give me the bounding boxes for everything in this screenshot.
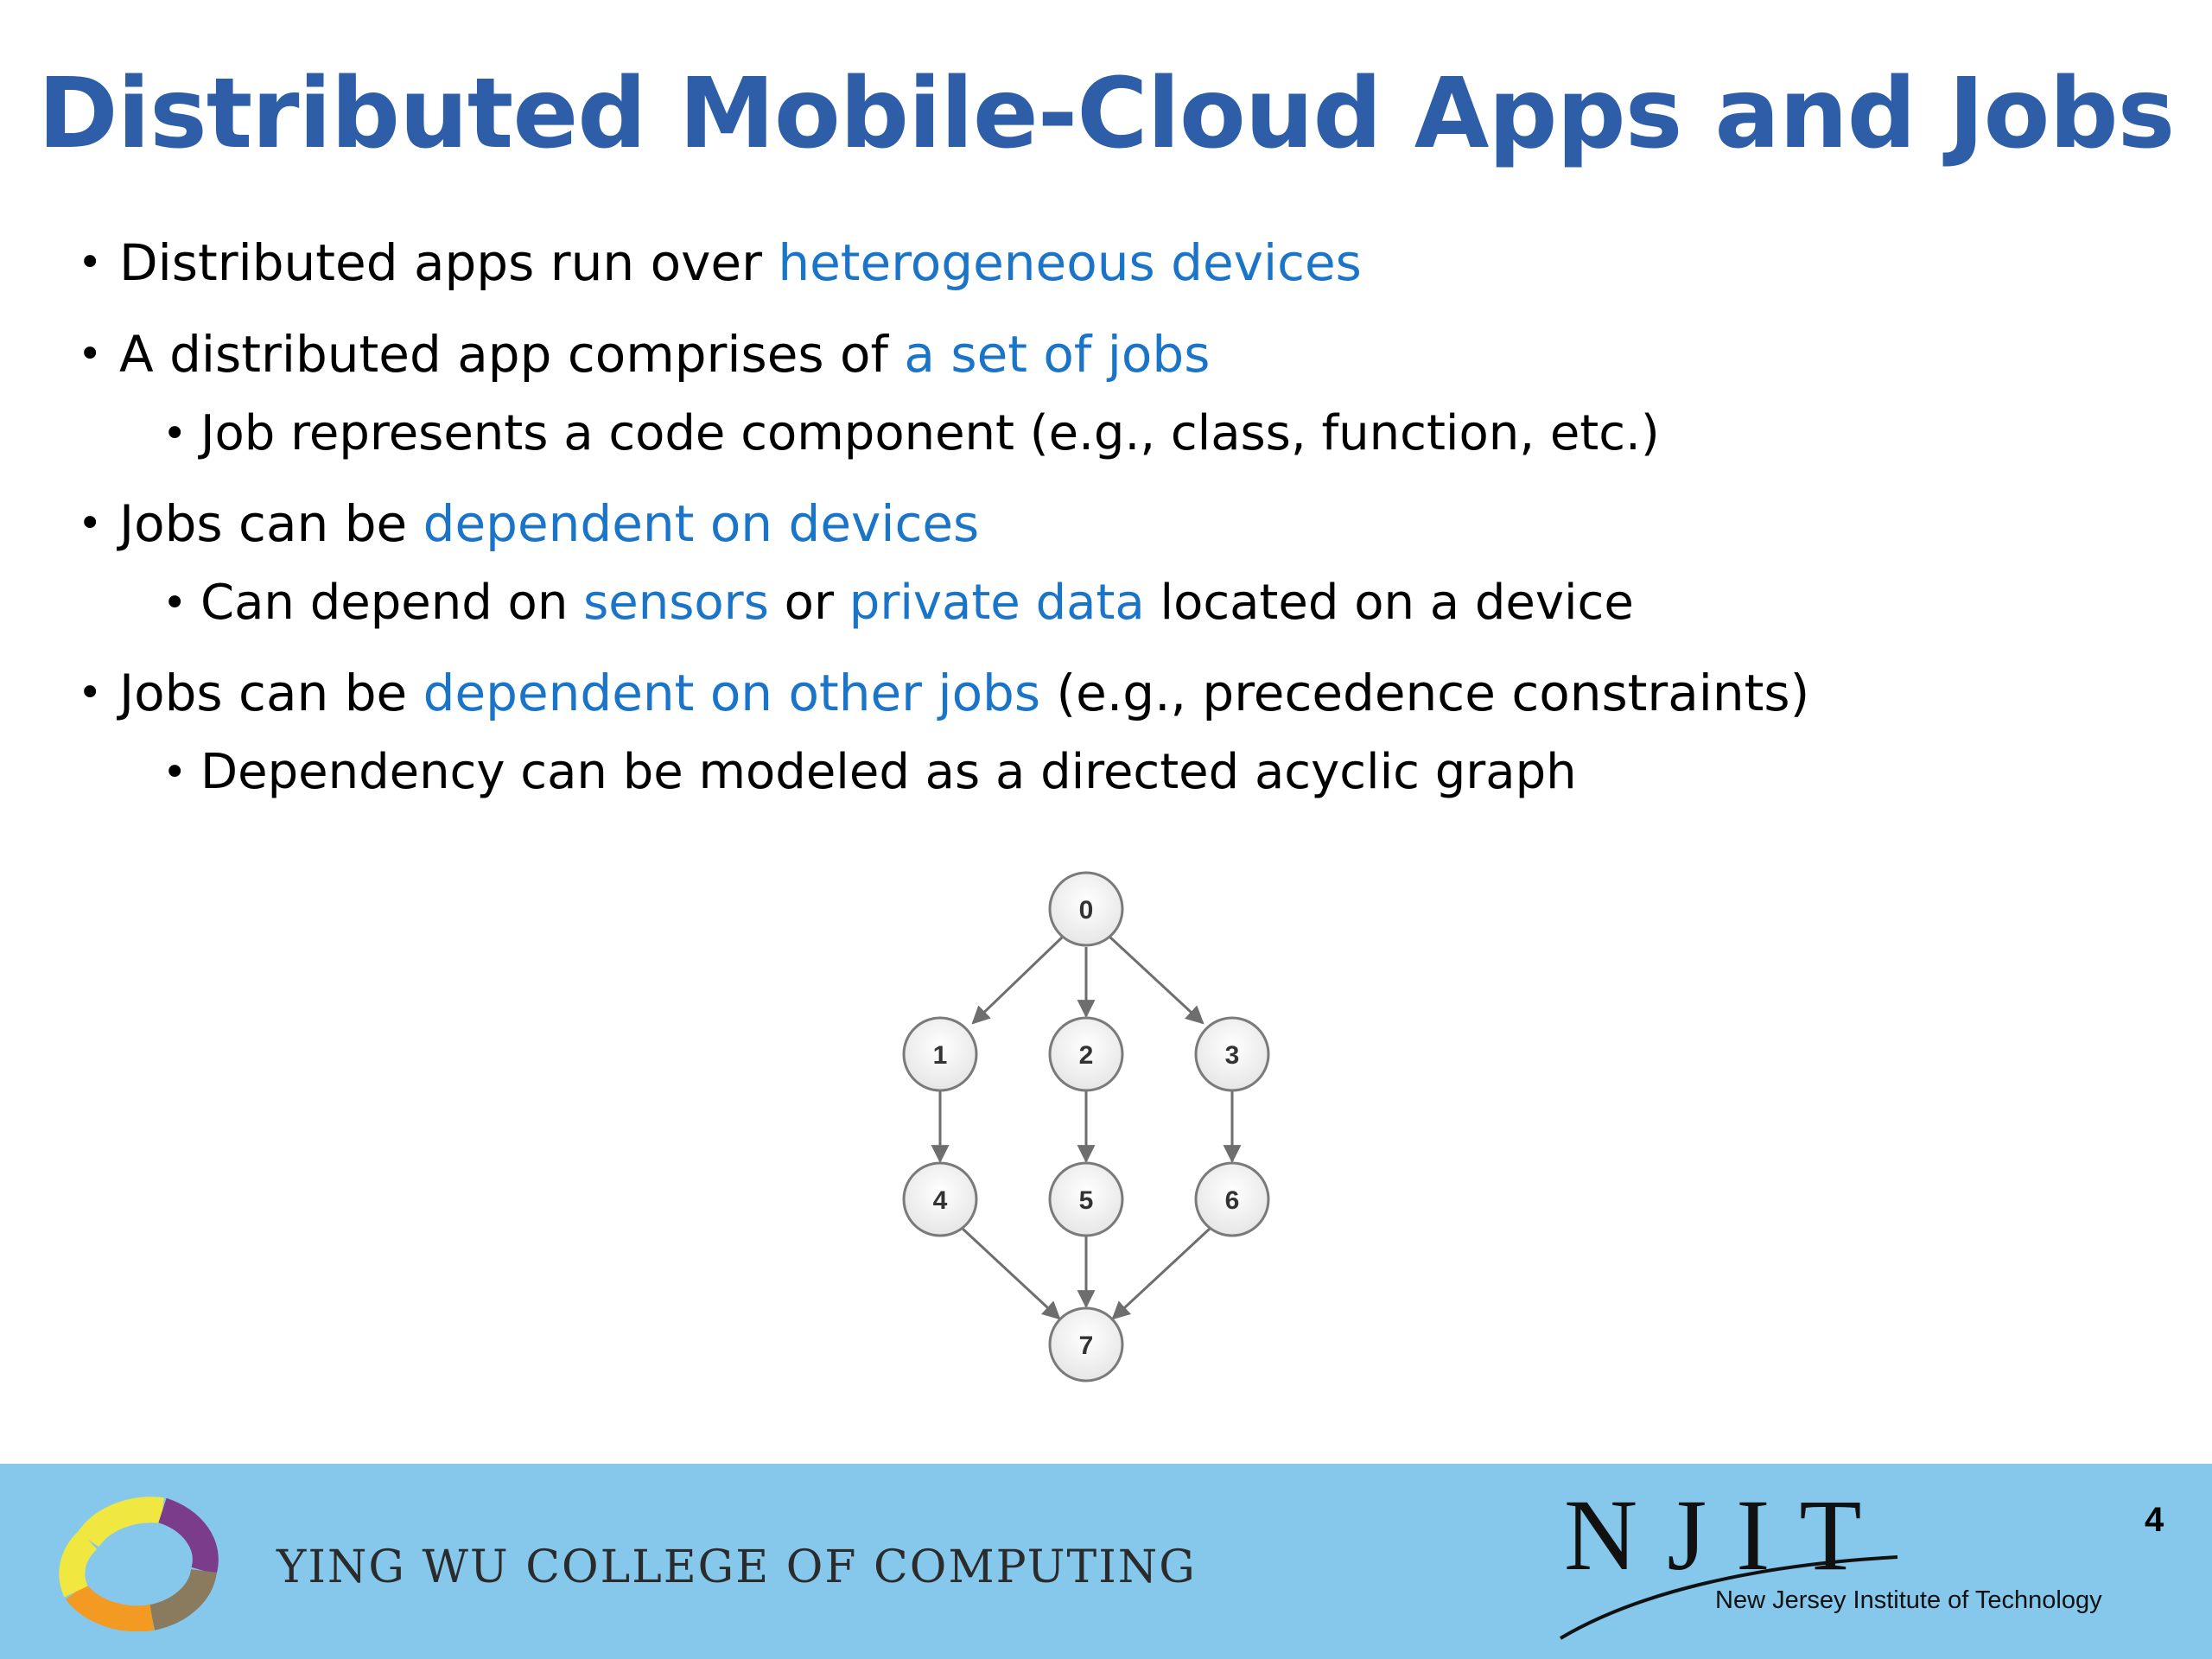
dag-node [1050, 873, 1122, 945]
node-label: 3 [1224, 1041, 1240, 1070]
edge-6-7 [1113, 1229, 1210, 1319]
dag-node [1050, 1308, 1122, 1381]
bullet-highlight: private data [849, 575, 1145, 631]
sub-bullet-dot: • [162, 410, 188, 458]
bullet-text: Job represents a code component (e.g., class, function, etc.) [200, 405, 1660, 461]
bullet-highlight: dependent on other jobs [423, 664, 1041, 722]
node-label: 1 [932, 1041, 948, 1070]
bullet-dot: • [78, 499, 103, 548]
node-label: 6 [1224, 1186, 1240, 1215]
node-label: 2 [1078, 1041, 1094, 1070]
bullet-text: or [768, 575, 849, 631]
ring-logo-icon [50, 1497, 223, 1631]
dag-node [1050, 1018, 1122, 1090]
bullet-set-of-jobs [119, 323, 1210, 385]
node-label: 5 [1078, 1186, 1094, 1215]
bullet-text: Jobs can be [119, 494, 423, 553]
sub-bullet-sensors-private-data [200, 572, 1634, 634]
bullet-highlight: a set of jobs [904, 325, 1211, 384]
slide-title: Distributed Mobile-Cloud Apps and Jobs [37, 58, 2175, 170]
edge-4-7 [963, 1229, 1059, 1319]
sub-bullet-dot: • [162, 748, 188, 797]
bullet-highlight: dependent on devices [423, 494, 980, 553]
bullet-dot: • [78, 238, 103, 287]
page-number: 4 [2145, 1501, 2164, 1539]
bullet-text: A distributed app comprises of [119, 325, 905, 384]
sub-bullet-dag [200, 741, 1577, 804]
dag-node [904, 1163, 976, 1236]
bullet-text: located on a device [1144, 575, 1634, 631]
bullet-highlight: heterogeneous devices [778, 233, 1362, 292]
dag-node [1196, 1163, 1268, 1236]
bullet-heterogeneous-devices [119, 232, 1362, 294]
bullet-text: Distributed apps run over [119, 233, 779, 292]
node-label: 4 [932, 1186, 948, 1215]
bullet-text: Dependency can be modeled as a directed acyclic graph [200, 744, 1577, 800]
bullet-text: (e.g., precedence constraints) [1040, 664, 1810, 722]
college-name: YING WU COLLEGE OF COMPUTING [276, 1541, 1197, 1593]
bullet-highlight: sensors [583, 575, 769, 631]
dag-node [904, 1018, 976, 1090]
bullet-text: Can depend on [200, 575, 584, 631]
dag-edges [940, 937, 1232, 1319]
sub-bullet-dot: • [162, 579, 188, 627]
dag-node [1050, 1163, 1122, 1236]
bullet-dot: • [78, 669, 103, 717]
njit-institute-name: New Jersey Institute of Technology [1715, 1586, 2102, 1614]
bullet-text: Jobs can be [119, 664, 423, 722]
sub-bullet-code-component [200, 403, 1660, 465]
njit-logo-text: NJIT [1564, 1478, 1891, 1592]
bullet-dependent-on-other-jobs [119, 662, 1809, 724]
bullet-dot: • [78, 330, 103, 378]
dag-node [1196, 1018, 1268, 1090]
edge-0-3 [1109, 937, 1203, 1023]
node-label: 7 [1078, 1332, 1094, 1360]
bullet-dependent-on-devices [119, 493, 979, 555]
dag-diagram [864, 855, 1313, 1408]
edge-0-1 [973, 937, 1063, 1023]
node-label: 0 [1078, 896, 1094, 925]
